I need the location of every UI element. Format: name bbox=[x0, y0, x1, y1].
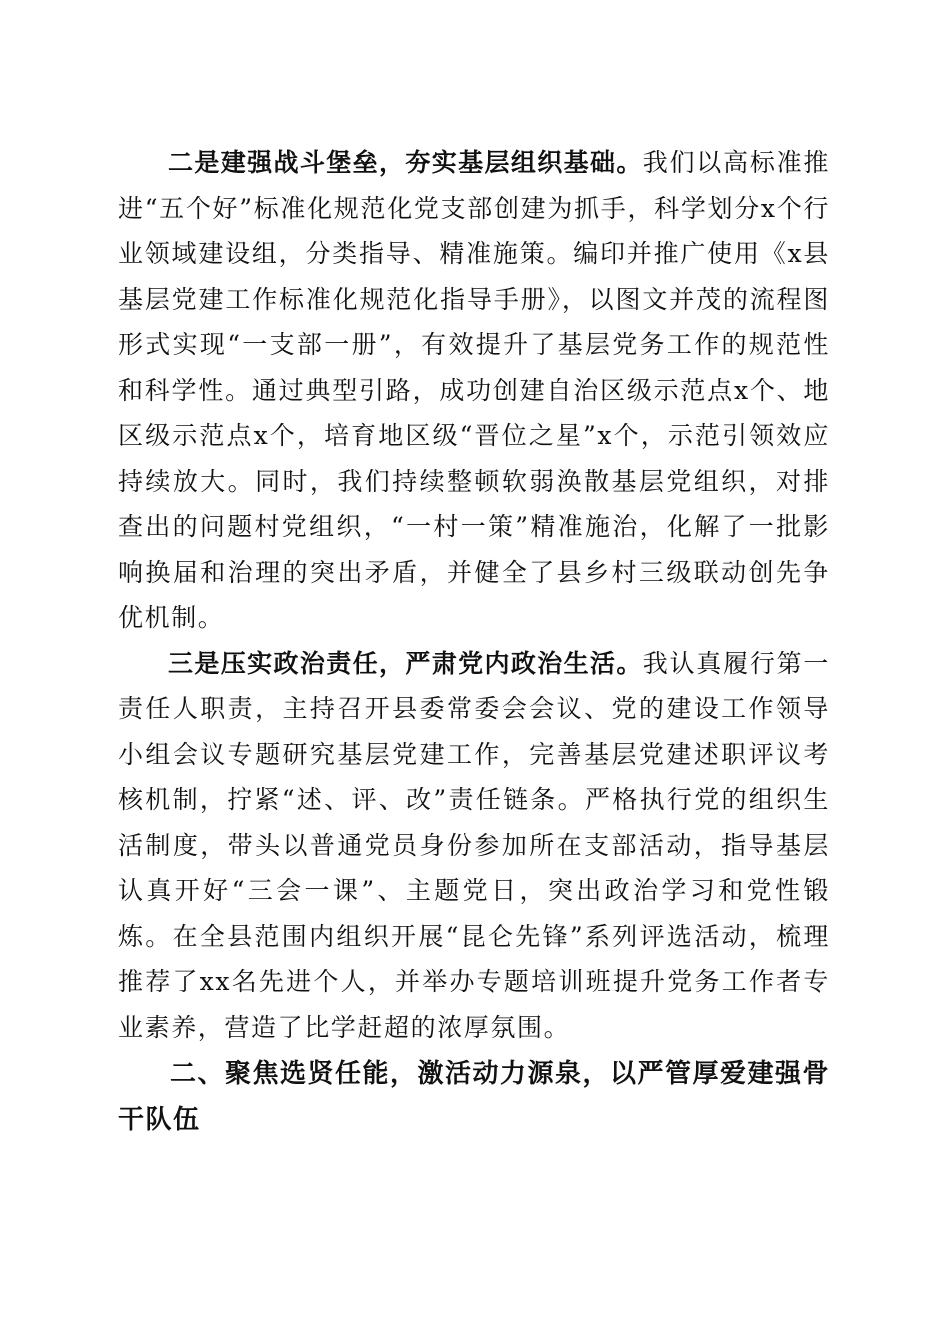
paragraph-strengthen-organizations bbox=[118, 140, 830, 641]
paragraph-body-text: 我认真履行第一责任人职责，主持召开县委常委会会议、党的建设工作领导小组会议专题研究基层党建工作，完善基层党建述职评议考核机制，拧紧“述、评、改”责任链条。严格执行党的组织生活制度，带头以普通党员身份参加所在支部活动，指导基层认真开好“三会一课”、主题党日，突出政治学习和党性锻炼。在全县范围内组织开展“昆仑先锋”系列评选活动，梳理推荐了xx名先进个人，并举办专题培训班提升党务工作者专业素养，营造了比学赶超的浓厚氛围。 bbox=[118, 648, 830, 1042]
paragraph-body-text: 我们以高标准推进“五个好”标准化规范化党支部创建为抓手，科学划分x个行业领域建设组，分类指导、精准施策。编印并推广使用《x县基层党建工作标准化规范化指导手册》，以图文并茂的流程图形式实现“一支部一册”，有效提升了基层党务工作的规范性和科学性。通过典型引路，成功创建自治区级示范点x个、地区级示范点x个，培育地区级“晋位之星”x个，示范引领效应持续放大。同时，我们持续整顿软弱涣散基层党组织，对排查出的问题村党组织，“一村一策”精准施治，化解了一批影响换届和治理的突出矛盾，并健全了县乡村三级联动创先争优机制。 bbox=[118, 148, 830, 632]
section-heading: 二、聚焦选贤任能，激活动力源泉，以严管厚爱建强骨干队伍 bbox=[118, 1059, 831, 1135]
paragraph-political-responsibility bbox=[118, 641, 830, 1051]
document-body bbox=[118, 140, 830, 1143]
paragraph-lead-sentence: 二是建强战斗堡垒，夯实基层组织基础。 bbox=[168, 148, 643, 177]
paragraph-lead-sentence: 三是压实政治责任，严肃党内政治生活。 bbox=[168, 648, 643, 678]
